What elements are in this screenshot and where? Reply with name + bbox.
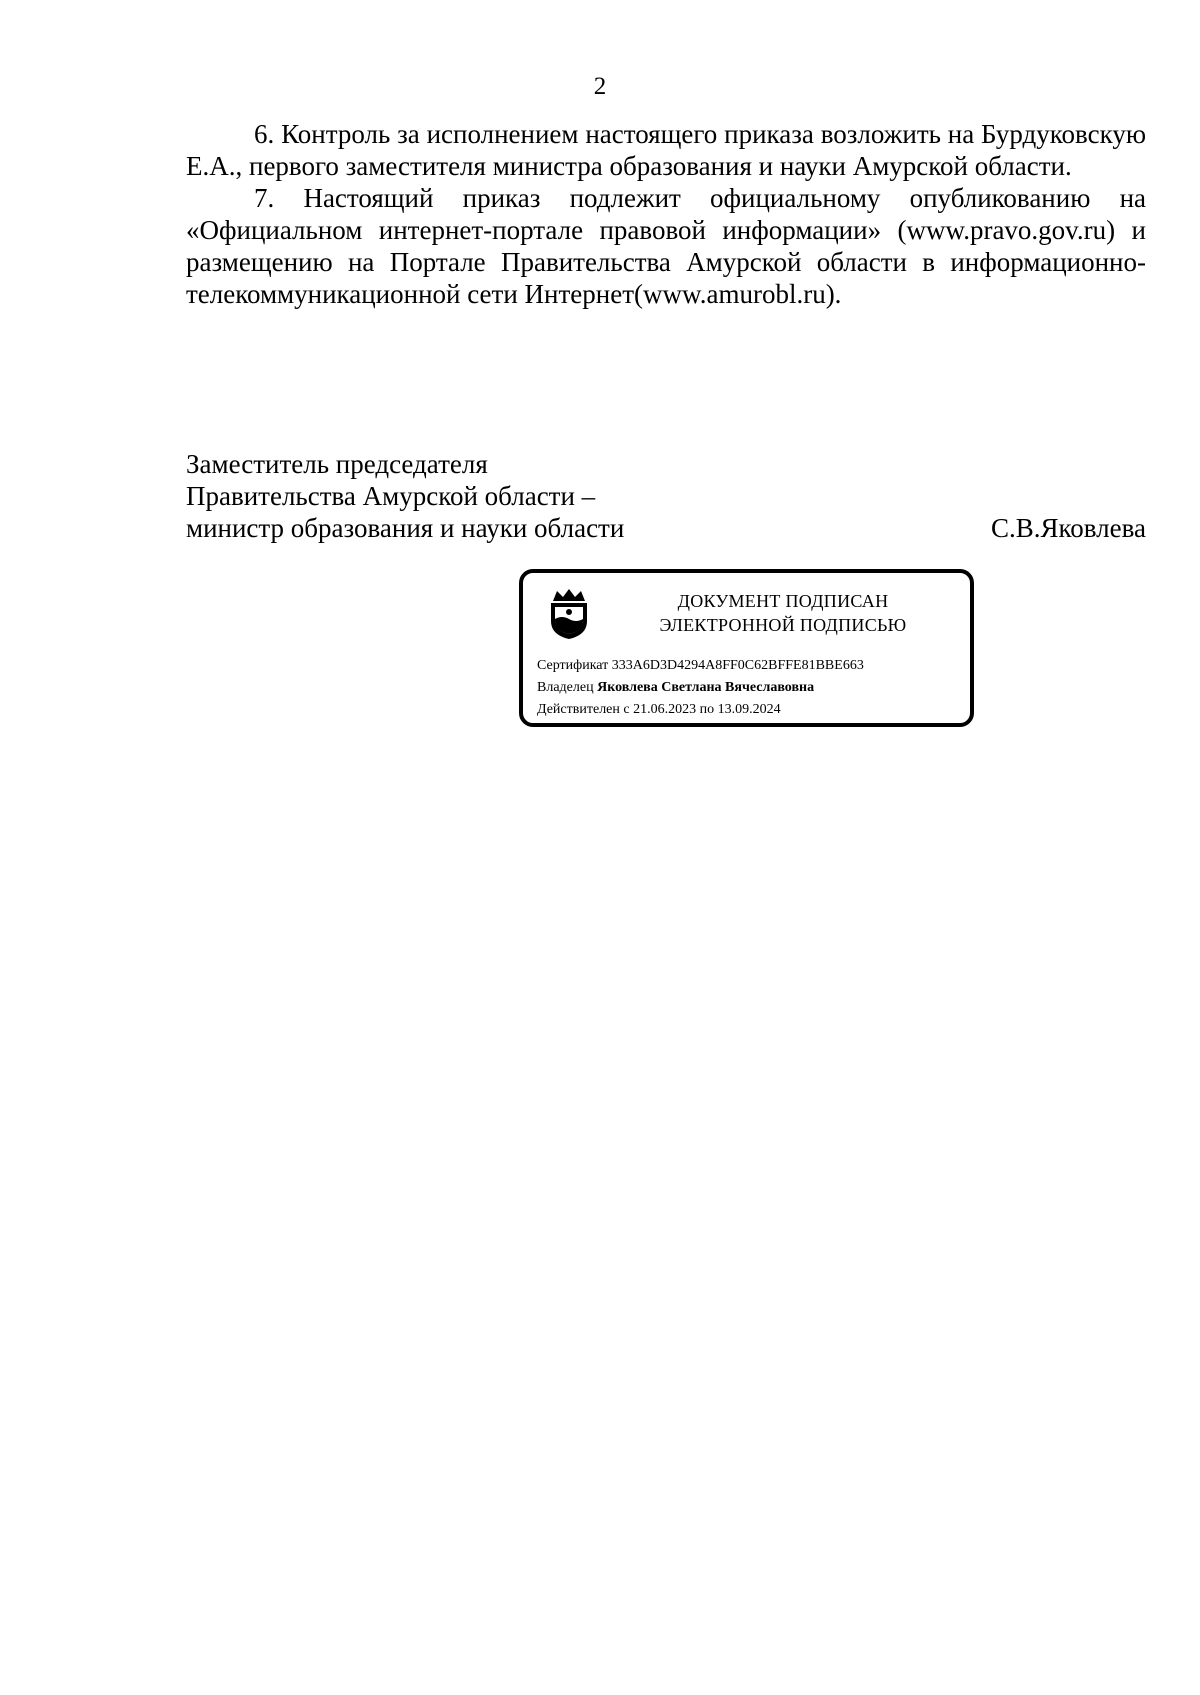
stamp-details bbox=[537, 655, 962, 721]
electronic-signature-stamp bbox=[519, 569, 974, 727]
signatory-position-line-2: Правительства Амурской области – bbox=[186, 481, 596, 511]
signer-row bbox=[186, 512, 1146, 544]
owner-value: Яковлева Светлана Вячеславовна bbox=[597, 680, 815, 695]
stamp-heading bbox=[613, 589, 953, 637]
certificate-row bbox=[537, 655, 962, 677]
signatory-name: С.В.Яковлева bbox=[991, 513, 1146, 543]
owner-row bbox=[537, 677, 962, 699]
validity-row bbox=[537, 699, 962, 721]
signatory-position-line-3: министр образования и науки области bbox=[186, 513, 625, 543]
validity-label: Действителен с bbox=[537, 702, 630, 717]
paragraph-6: 6. Контроль за исполнением настоящего приказа возложить на Бурдуковскую Е.А., первого заместителя министра образования и науки Амурской области. bbox=[186, 119, 1146, 181]
coat-of-arms-icon bbox=[547, 587, 591, 641]
validity-to-label: по bbox=[699, 702, 715, 717]
paragraph-7: 7. Настоящий приказ подлежит официальному опубликованию на «Официальном интернет-портале правовой информации» (www.pravo.gov.ru) и размещению на Портале Правительства Амурской области в информационно-телекоммуникационной сети Интернет(www.amurobl.ru). bbox=[186, 183, 1146, 309]
valid-to: 13.09.2024 bbox=[717, 702, 781, 717]
order-body bbox=[186, 118, 1146, 310]
signatory-position-line-1: Заместитель председателя bbox=[186, 449, 488, 479]
stamp-heading-line-2: ЭЛЕКТРОННОЙ ПОДПИСЬЮ bbox=[659, 615, 907, 635]
owner-label: Владелец bbox=[537, 680, 594, 695]
certificate-label: Сертификат bbox=[537, 658, 609, 673]
page-number: 2 bbox=[593, 73, 607, 100]
certificate-value: 333A6D3D4294A8FF0C62BFFE81BBE663 bbox=[611, 658, 864, 673]
valid-from: 21.06.2023 bbox=[633, 702, 697, 717]
signature-block bbox=[186, 448, 1146, 544]
stamp-heading-line-1: ДОКУМЕНТ ПОДПИСАН bbox=[677, 591, 889, 611]
